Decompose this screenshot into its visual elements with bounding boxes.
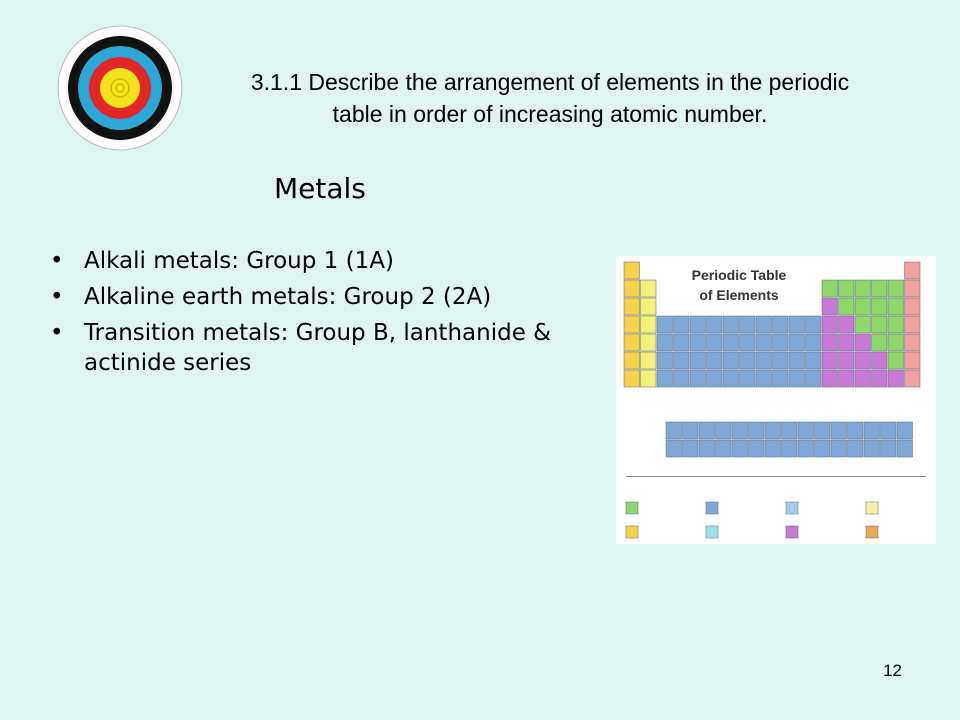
element-cell <box>822 352 838 369</box>
element-cell <box>624 280 640 297</box>
series-cell <box>815 422 831 439</box>
legend-swatch <box>786 526 798 538</box>
element-cell <box>756 352 772 369</box>
element-cell <box>740 334 756 351</box>
series-cell <box>683 440 699 457</box>
element-cell <box>789 334 805 351</box>
element-cell <box>822 298 838 315</box>
element-cell <box>624 262 640 279</box>
element-cell <box>773 334 789 351</box>
element-cell <box>822 316 838 333</box>
legend-swatch <box>866 526 878 538</box>
element-cell <box>624 316 640 333</box>
series-cell <box>716 422 732 439</box>
element-cell <box>624 298 640 315</box>
element-cell <box>773 316 789 333</box>
bullet-alkaline-earth-metals: • Alkaline earth metals: Group 2 (2A) <box>48 282 598 312</box>
element-cell <box>674 316 690 333</box>
element-cell <box>888 352 904 369</box>
element-cell <box>641 298 657 315</box>
element-cell <box>723 370 739 387</box>
element-cell <box>707 334 723 351</box>
element-cell <box>789 316 805 333</box>
legend-swatch <box>706 526 718 538</box>
element-cell <box>872 370 888 387</box>
series-cell <box>732 440 748 457</box>
element-cell <box>707 370 723 387</box>
element-cell <box>872 352 888 369</box>
series-cell <box>897 440 913 457</box>
series-cell <box>699 440 715 457</box>
legend-swatch <box>706 502 718 514</box>
series-cell <box>831 422 847 439</box>
element-cell <box>740 370 756 387</box>
element-cell <box>855 316 871 333</box>
element-cell <box>888 298 904 315</box>
element-cell <box>723 316 739 333</box>
element-cell <box>872 334 888 351</box>
legend-swatch <box>786 502 798 514</box>
series-cell <box>749 440 765 457</box>
series-cell <box>864 440 880 457</box>
element-cell <box>888 280 904 297</box>
element-cell <box>822 334 838 351</box>
periodic-table-image <box>616 256 936 544</box>
series-cell <box>815 440 831 457</box>
element-cell <box>624 370 640 387</box>
page-number: 12 <box>883 661 902 680</box>
element-cell <box>905 262 921 279</box>
element-cell <box>657 370 673 387</box>
section-heading: Metals <box>274 172 366 205</box>
element-cell <box>641 352 657 369</box>
element-cell <box>905 298 921 315</box>
element-cell <box>690 316 706 333</box>
element-cell <box>723 334 739 351</box>
element-cell <box>674 334 690 351</box>
element-cell <box>657 316 673 333</box>
element-cell <box>839 280 855 297</box>
element-cell <box>839 334 855 351</box>
element-cell <box>888 370 904 387</box>
element-cell <box>773 352 789 369</box>
periodic-table-title-line2: of Elements <box>699 287 779 303</box>
periodic-table-title-line1: Periodic Table <box>691 267 787 283</box>
element-cell <box>822 370 838 387</box>
series-cell <box>782 422 798 439</box>
element-cell <box>740 316 756 333</box>
series-cell <box>782 440 798 457</box>
element-cell <box>723 352 739 369</box>
legend-swatch <box>626 502 638 514</box>
element-cell <box>855 334 871 351</box>
series-cell <box>765 440 781 457</box>
element-cell <box>905 352 921 369</box>
series-cell <box>881 422 897 439</box>
element-cell <box>789 370 805 387</box>
element-cell <box>707 352 723 369</box>
element-cell <box>905 280 921 297</box>
element-cell <box>905 334 921 351</box>
element-cell <box>641 316 657 333</box>
element-cell <box>806 316 822 333</box>
element-cell <box>888 334 904 351</box>
element-cell <box>905 370 921 387</box>
element-cell <box>888 316 904 333</box>
element-cell <box>690 352 706 369</box>
element-cell <box>657 334 673 351</box>
series-cell <box>848 440 864 457</box>
element-cell <box>773 370 789 387</box>
bullet-alkali-metals: • Alkali metals: Group 1 (1A) <box>48 246 598 276</box>
bullet-list <box>48 246 598 384</box>
element-cell <box>707 316 723 333</box>
element-cell <box>641 280 657 297</box>
element-cell <box>674 370 690 387</box>
series-cell <box>666 440 682 457</box>
element-cell <box>789 352 805 369</box>
element-cell <box>756 334 772 351</box>
element-cell <box>855 298 871 315</box>
element-cell <box>855 352 871 369</box>
element-cell <box>855 280 871 297</box>
element-cell <box>839 298 855 315</box>
series-cell <box>798 422 814 439</box>
target-icon <box>56 24 184 152</box>
element-cell <box>641 370 657 387</box>
element-cell <box>740 352 756 369</box>
series-cell <box>666 422 682 439</box>
series-cell <box>765 422 781 439</box>
element-cell <box>641 334 657 351</box>
element-cell <box>822 280 838 297</box>
element-cell <box>872 316 888 333</box>
element-cell <box>690 370 706 387</box>
element-cell <box>839 316 855 333</box>
element-cell <box>839 352 855 369</box>
element-cell <box>806 370 822 387</box>
series-cell <box>864 422 880 439</box>
series-cell <box>897 422 913 439</box>
legend-divider <box>626 476 926 477</box>
element-cell <box>872 298 888 315</box>
bullet-transition-metals: • Transition metals: Group B, lanthanide & actinide series <box>48 318 598 378</box>
series-cell <box>749 422 765 439</box>
element-cell <box>690 334 706 351</box>
series-cell <box>683 422 699 439</box>
element-cell <box>756 370 772 387</box>
element-cell <box>674 352 690 369</box>
element-cell <box>624 334 640 351</box>
element-cell <box>806 334 822 351</box>
element-cell <box>839 370 855 387</box>
series-cell <box>732 422 748 439</box>
series-cell <box>881 440 897 457</box>
element-cell <box>756 316 772 333</box>
series-cell <box>699 422 715 439</box>
element-cell <box>657 352 673 369</box>
element-cell <box>624 352 640 369</box>
learning-objective: 3.1.1 Describe the arrangement of elements in the periodic table in order of increasing atomic number. <box>250 69 850 127</box>
element-cell <box>872 280 888 297</box>
series-cell <box>716 440 732 457</box>
element-cell <box>905 316 921 333</box>
legend-swatch <box>626 526 638 538</box>
series-cell <box>848 422 864 439</box>
series-cell <box>831 440 847 457</box>
element-cell <box>806 352 822 369</box>
series-cell <box>798 440 814 457</box>
element-cell <box>855 370 871 387</box>
legend-swatch <box>866 502 878 514</box>
